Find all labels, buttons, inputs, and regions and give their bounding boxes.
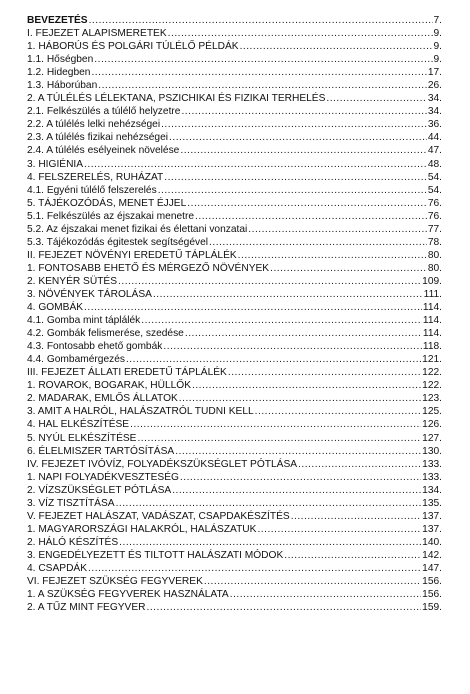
toc-entry: [27, 314, 442, 327]
toc-leader-dots: [126, 353, 421, 366]
toc-entry-title: 6. ÉLELMISZER TARTÓSÍTÁSA: [27, 445, 175, 457]
toc-entry-page: 140.: [422, 536, 442, 548]
toc-entry-page: 34.: [427, 106, 442, 118]
toc-entry-title: 5.1. Felkészülés az éjszakai menetre: [27, 210, 195, 222]
toc-entry-title: 2. MADARAK, EMLŐS ÁLLATOK: [27, 393, 178, 405]
toc-entry: [27, 301, 442, 314]
toc-entry-title: V. FEJEZET HALÁSZAT, VADÁSZAT, CSAPDAKÉSZÍTÉS: [27, 510, 290, 522]
toc-leader-dots: [209, 236, 427, 249]
toc-entry-page: 26.: [427, 80, 442, 92]
toc-entry-page: 77.: [427, 223, 442, 235]
toc-entry-page: 121.: [422, 354, 442, 366]
toc-entry-page: 133.: [422, 458, 442, 470]
toc-leader-dots: [84, 158, 427, 171]
toc-entry: [27, 353, 442, 366]
toc-entry-page: 114.: [422, 315, 442, 327]
toc-entry-page: 156.: [422, 576, 442, 588]
toc-entry: [27, 405, 442, 418]
toc-entry-page: 80.: [427, 249, 442, 261]
toc-entry: [27, 549, 442, 562]
toc-entry-title: 1. A SZÜKSÉG FEGYVEREK HASZNÁLATA: [27, 589, 229, 601]
toc-entry-page: 76.: [427, 210, 442, 222]
toc-entry: [27, 458, 442, 471]
toc-leader-dots: [119, 536, 421, 549]
toc-entry: [27, 105, 442, 118]
toc-leader-dots: [84, 301, 422, 314]
toc-leader-dots: [158, 184, 427, 197]
toc-entry-title: 5.3. Tájékozódás égitestek segítségével: [27, 236, 209, 248]
toc-entry: [27, 223, 442, 236]
toc-leader-dots: [284, 549, 421, 562]
toc-entry: [27, 14, 442, 27]
toc-entry-title: 2.2. A túlélés lelki nehézségei: [27, 119, 161, 131]
toc-entry-title: 1.3. Háborúban: [27, 80, 98, 92]
toc-leader-dots: [118, 275, 421, 288]
toc-entry-title: 4. FELSZERELÉS, RUHÁZAT: [27, 171, 164, 183]
toc-leader-dots: [185, 327, 422, 340]
toc-entry-title: 4.1. Gomba mint táplálék: [27, 315, 141, 327]
toc-entry: [27, 118, 442, 131]
toc-leader-dots: [298, 458, 421, 471]
toc-entry: [27, 210, 442, 223]
toc-entry: [27, 484, 442, 497]
toc-entry-page: 36.: [427, 119, 442, 131]
toc-entry-title: 2. A TÚLÉLÉS LÉLEKTANA, PSZICHIKAI ÉS FIZIKAI TERHELÉS: [27, 93, 326, 105]
toc-entry: [27, 523, 442, 536]
toc-leader-dots: [255, 405, 422, 418]
toc-entry-title: 4.1. Egyéni túlélő felszerelés: [27, 184, 157, 196]
toc-leader-dots: [91, 66, 426, 79]
toc-entry-page: 135.: [422, 497, 442, 509]
toc-entry: [27, 158, 442, 171]
toc-entry: [27, 445, 442, 458]
toc-entry-title: 1. NAPI FOLYADÉKVESZTESÉG: [27, 471, 179, 483]
toc-entry-page: 7.: [433, 15, 442, 26]
toc-entry-page: 34.: [427, 93, 442, 105]
toc-leader-dots: [180, 471, 421, 484]
toc-entry-title: 4. CSAPDÁK: [27, 562, 88, 574]
toc-leader-dots: [147, 601, 422, 614]
toc-leader-dots: [98, 79, 427, 92]
toc-entry: [27, 588, 442, 601]
toc-entry-title: 5.2. Az éjszakai menet fizikai és élettani vonzatai: [27, 223, 248, 235]
toc-entry-page: 114.: [422, 302, 442, 314]
toc-entry-page: 137.: [422, 523, 442, 535]
toc-entry: [27, 575, 442, 588]
toc-entry-page: 44.: [427, 132, 442, 144]
toc-entry-page: 134.: [422, 484, 442, 496]
toc-entry-page: 48.: [427, 158, 442, 170]
toc-entry-title: III. FEJEZET ÁLLATI EREDETŰ TÁPLÁLÉK: [27, 367, 227, 379]
toc-entry-page: 78.: [427, 236, 442, 248]
toc-leader-dots: [228, 366, 421, 379]
toc-leader-dots: [94, 53, 432, 66]
toc-entry: [27, 197, 442, 210]
toc-entry-title: IV. FEJEZET IVÓVÍZ, FOLYADÉKSZÜKSÉGLET PÓTLÁSA: [27, 458, 298, 470]
toc-entry: [27, 288, 442, 301]
toc-entry: [27, 92, 442, 105]
toc-entry-page: 114.: [422, 328, 442, 340]
table-of-contents: [27, 14, 442, 614]
toc-entry: [27, 53, 442, 66]
toc-entry-title: 1. HÁBORÚS ÉS POLGÁRI TÚLÉLŐ PÉLDÁK: [27, 41, 239, 53]
toc-entry: [27, 510, 442, 523]
toc-entry-page: 130.: [422, 445, 442, 457]
toc-entry: [27, 366, 442, 379]
toc-entry-title: 3. NÖVÉNYEK TÁROLÁSA: [27, 288, 152, 300]
toc-entry-page: 133.: [422, 471, 442, 483]
toc-entry: [27, 536, 442, 549]
toc-entry-page: 142.: [422, 549, 442, 561]
toc-entry: [27, 171, 442, 184]
toc-entry-page: 80.: [427, 262, 442, 274]
toc-entry-title: 4.4. Gombamérgezés: [27, 354, 125, 366]
toc-entry-title: 3. AMIT A HALRÓL, HALÁSZATRÓL TUDNI KELL: [27, 406, 254, 418]
toc-leader-dots: [195, 210, 427, 223]
toc-leader-dots: [130, 418, 421, 431]
toc-entry-title: 1. FONTOSABB EHETŐ ÉS MÉRGEZŐ NÖVÉNYEK: [27, 262, 270, 274]
toc-entry-page: 118.: [422, 341, 442, 353]
toc-leader-dots: [141, 314, 422, 327]
toc-entry: [27, 432, 442, 445]
toc-leader-dots: [248, 223, 427, 236]
toc-entry-page: 9.: [433, 41, 442, 53]
toc-entry-title: 2.4. A túlélés esélyeinek növelése: [27, 145, 180, 157]
toc-leader-dots: [326, 92, 426, 105]
toc-entry: [27, 79, 442, 92]
toc-leader-dots: [238, 249, 427, 262]
toc-entry-title: BEVEZETÉS: [27, 15, 88, 26]
toc-entry: [27, 262, 442, 275]
toc-entry-page: 76.: [427, 197, 442, 209]
toc-entry-page: 47.: [427, 145, 442, 157]
toc-entry-title: 2. A TŰZ MINT FEGYVER: [27, 602, 146, 614]
toc-leader-dots: [291, 510, 421, 523]
toc-leader-dots: [187, 197, 427, 210]
toc-entry-title: 4.2. Gombák felismerése, szedése: [27, 328, 184, 340]
toc-entry: [27, 236, 442, 249]
toc-leader-dots: [88, 562, 421, 575]
toc-leader-dots: [163, 340, 422, 353]
toc-entry: [27, 471, 442, 484]
toc-entry-title: 4. HAL ELKÉSZÍTÉSE: [27, 419, 130, 431]
toc-entry: [27, 562, 442, 575]
toc-entry-title: 2. VÍZSZÜKSÉGLET PÓTLÁSA: [27, 484, 172, 496]
toc-leader-dots: [204, 575, 421, 588]
toc-leader-dots: [230, 588, 421, 601]
toc-leader-dots: [161, 118, 427, 131]
toc-leader-dots: [192, 379, 421, 392]
toc-entry-page: 125.: [422, 406, 442, 418]
toc-entry-title: 4.3. Fontosabb ehető gombák: [27, 341, 163, 353]
toc-leader-dots: [137, 432, 421, 445]
toc-leader-dots: [181, 105, 426, 118]
toc-leader-dots: [169, 131, 427, 144]
toc-entry-page: 111.: [423, 288, 442, 300]
toc-leader-dots: [168, 27, 433, 40]
toc-leader-dots: [116, 497, 422, 510]
toc-entry-page: 147.: [422, 562, 442, 574]
toc-entry-title: II. FEJEZET NÖVÉNYI EREDETŰ TÁPLÁLÉK: [27, 249, 237, 261]
toc-entry-title: 1.1. Hőségben: [27, 54, 94, 66]
toc-entry: [27, 379, 442, 392]
toc-entry: [27, 40, 442, 53]
toc-entry: [27, 275, 442, 288]
toc-entry: [27, 27, 442, 40]
toc-entry-page: 127.: [422, 432, 442, 444]
toc-entry: [27, 418, 442, 431]
toc-leader-dots: [172, 484, 421, 497]
toc-entry: [27, 184, 442, 197]
toc-entry: [27, 340, 442, 353]
toc-entry: [27, 66, 442, 79]
toc-leader-dots: [257, 523, 421, 536]
toc-entry-page: 122.: [422, 380, 442, 392]
toc-entry-title: 4. GOMBÁK: [27, 302, 84, 314]
toc-entry-page: 123.: [422, 393, 442, 405]
toc-leader-dots: [179, 392, 421, 405]
toc-leader-dots: [270, 262, 427, 275]
toc-entry-title: 3. ENGEDÉLYEZETT ÉS TILTOTT HALÁSZATI MÓDOK: [27, 549, 284, 561]
toc-entry-title: I. FEJEZET ALAPISMERETEK: [27, 28, 167, 40]
toc-entry-title: 5. TÁJÉKOZÓDÁS, MENET ÉJJEL: [27, 197, 187, 209]
toc-entry: [27, 497, 442, 510]
toc-entry-title: 2.1. Felkészülés a túlélő helyzetre: [27, 106, 181, 118]
toc-entry-page: 17.: [427, 67, 442, 79]
toc-leader-dots: [164, 171, 427, 184]
toc-entry: [27, 392, 442, 405]
toc-entry-page: 9.: [433, 54, 442, 66]
toc-entry-page: 126.: [422, 419, 442, 431]
toc-leader-dots: [175, 445, 421, 458]
toc-entry-title: 2. KENYÉR SÜTÉS: [27, 275, 118, 287]
toc-entry-title: VI. FEJEZET SZÜKSÉG FEGYVEREK: [27, 576, 203, 588]
toc-entry-title: 3. VÍZ TISZTÍTÁSA: [27, 497, 115, 509]
toc-entry: [27, 327, 442, 340]
toc-entry: [27, 144, 442, 157]
toc-entry-page: 156.: [422, 589, 442, 601]
toc-entry-page: 159.: [422, 602, 442, 614]
toc-entry-page: 122.: [422, 367, 442, 379]
toc-leader-dots: [153, 288, 423, 301]
toc-entry: [27, 131, 442, 144]
toc-leader-dots: [89, 14, 433, 27]
toc-entry-page: 9.: [433, 28, 442, 40]
toc-entry-title: 2.3. A túlélés fizikai nehézségei: [27, 132, 169, 144]
toc-entry-title: 1.2. Hidegben: [27, 67, 91, 79]
toc-entry: [27, 249, 442, 262]
toc-entry-title: 5. NYÚL ELKÉSZÍTÉSE: [27, 432, 137, 444]
toc-entry-title: 1. MAGYARORSZÁGI HALAKRÓL, HALÁSZATUK: [27, 523, 257, 535]
toc-entry: [27, 601, 442, 614]
toc-entry-page: 54.: [427, 171, 442, 183]
toc-entry-title: 1. ROVAROK, BOGARAK, HÜLLŐK: [27, 380, 191, 392]
toc-entry-page: 109.: [422, 275, 442, 287]
toc-entry-title: 3. HIGIÉNIA: [27, 158, 84, 170]
toc-entry-page: 54.: [427, 184, 442, 196]
toc-leader-dots: [180, 144, 426, 157]
toc-entry-title: 2. HÁLÓ KÉSZÍTÉS: [27, 536, 119, 548]
toc-leader-dots: [240, 40, 433, 53]
toc-entry-page: 137.: [422, 510, 442, 522]
